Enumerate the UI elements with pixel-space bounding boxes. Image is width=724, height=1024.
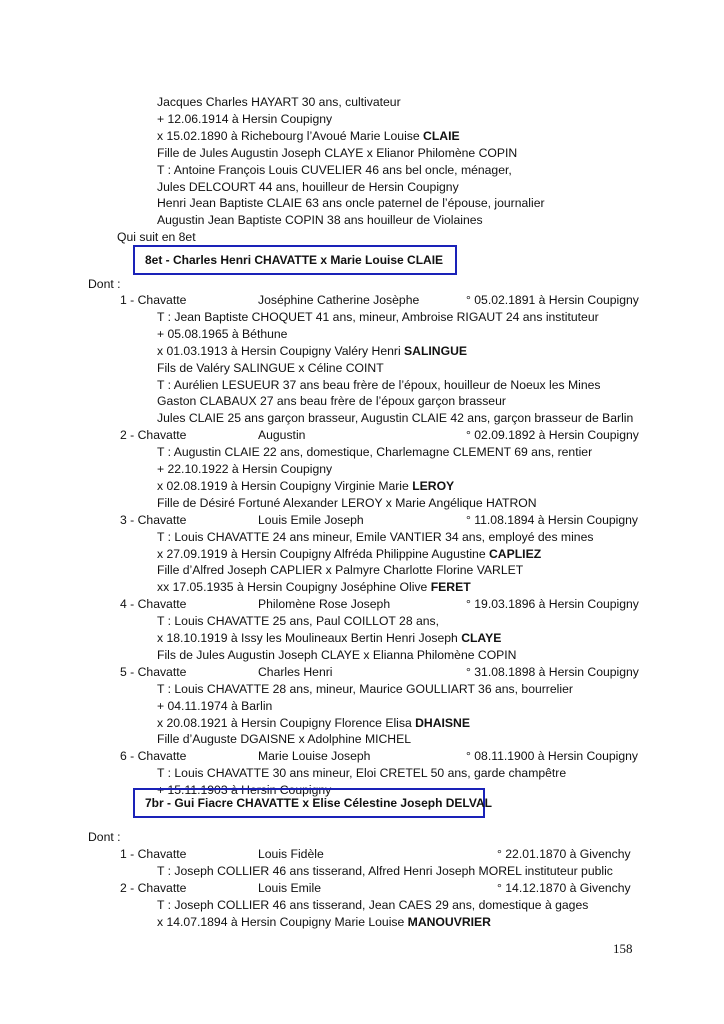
child1-detail-5-0-text: T : Louis CHAVATTE 28 ans, mineur, Maurice GOULLIART 36 ans, bourrelier [157, 681, 573, 696]
child1-label-3: 3 - Chavatte [120, 512, 187, 527]
qui-suit-text: Qui suit en 8et [117, 230, 196, 245]
child2-detail-2-0-text: T : Joseph COLLIER 46 ans tisserand, Jean CAES 29 ans, domestique à gages [157, 897, 589, 912]
intro-line-2-surname: CLAIE [423, 128, 460, 143]
child1-detail-2-1-text: + 22.10.1922 à Hersin Coupigny [157, 462, 333, 476]
intro-line-5 [157, 179, 459, 195]
dont-label-2: Dont : [88, 830, 121, 844]
child1-name-1: Joséphine Catherine Josèphe [258, 293, 420, 307]
child1-detail-2-2-surname: LEROY [412, 478, 455, 493]
child2-name-2: Louis Emile [258, 880, 321, 895]
child1-detail-1-6-text: Jules CLAIE 25 ans garçon brasseur, Augustin CLAIE 42 ans, garçon brasseur de Barlin [157, 411, 634, 426]
intro-line-4-text: T : Antoine François Louis CUVELIER 46 ans bel oncle, ménager, [157, 162, 512, 177]
child1-detail-1-0-text: T : Jean Baptiste CHOQUET 41 ans, mineur, Ambroise RIGAUT 24 ans instituteur [157, 309, 599, 324]
child1-birth-3: ° 11.08.1894 à Hersin Coupigny [466, 512, 638, 527]
child1-name-3: Louis Emile Joseph [258, 512, 364, 527]
child1-label-1: 1 - Chavatte [120, 293, 187, 307]
child1-label-4: 4 - Chavatte [120, 597, 187, 612]
child1-detail-4-0 [157, 613, 439, 629]
child1-detail-6-0-text: T : Louis CHAVATTE 30 ans mineur, Eloi CRETEL 50 ans, garde champêtre [157, 766, 567, 781]
child1-detail-5-3-text: Fille d’Auguste DGAISNE x Adolphine MICHEL [157, 732, 412, 747]
child2-detail-1-0 [157, 863, 613, 879]
child1-detail-3-2-text: Fille d’Alfred Joseph CAPLIER x Palmyre Charlotte Florine VARLET [157, 563, 524, 578]
child1-label-2: 2 - Chavatte [120, 428, 187, 443]
child1-detail-2-3 [157, 495, 537, 511]
child2-label-1: 1 - Chavatte [120, 847, 187, 861]
child1-birth-6: ° 08.11.1900 à Hersin Coupigny [466, 749, 638, 764]
child1-detail-6-0 [157, 765, 566, 781]
child1-birth-5: ° 31.08.1898 à Hersin Coupigny [466, 664, 639, 679]
child1-name-4: Philomène Rose Joseph [258, 597, 391, 612]
child1-detail-1-4 [157, 377, 601, 393]
child1-detail-3-3 [157, 579, 471, 595]
child1-detail-1-1-text: + 05.08.1965 à Béthune [157, 326, 288, 341]
intro-line-4 [157, 162, 512, 178]
child1-detail-3-1-surname: CAPLIEZ [489, 546, 542, 561]
child1-detail-4-1 [157, 630, 501, 646]
intro-line-6 [157, 195, 545, 211]
intro-line-1 [157, 111, 332, 127]
child1-detail-1-2 [157, 343, 467, 359]
child1-detail-3-1 [157, 546, 541, 562]
child1-detail-1-3 [157, 360, 384, 376]
child2-detail-2-1 [157, 914, 491, 930]
child1-detail-3-1-text: x 27.09.1919 à Hersin Coupigny Alfréda Philippine Augustine [157, 546, 489, 561]
intro-line-2 [157, 128, 460, 144]
child2-birth-1: ° 22.01.1870 à Givenchy [497, 847, 631, 861]
child1-detail-3-0-text: T : Louis CHAVATTE 24 ans mineur, Emile VANTIER 34 ans, employé des mines [157, 529, 594, 544]
child1-detail-3-0 [157, 529, 593, 545]
child1-birth-4: ° 19.03.1896 à Hersin Coupigny [466, 597, 639, 612]
child1-detail-5-1 [157, 698, 272, 714]
child1-detail-1-4-text: T : Aurélien LESUEUR 37 ans beau frère de l’époux, houilleur de Noeux les Mines [157, 377, 601, 392]
child1-detail-1-5-text: Gaston CLABAUX 27 ans beau frère de l’époux garçon brasseur [157, 394, 506, 409]
child1-detail-3-2 [157, 562, 523, 578]
child1-detail-6-1-text: + 15.11.1903 à Hersin Coupigny [157, 783, 332, 798]
child1-detail-1-6 [157, 410, 633, 426]
dont-label-1: Dont : [88, 277, 121, 291]
child1-label-6: 6 - Chavatte [120, 749, 187, 764]
child1-name-2: Augustin [258, 428, 306, 443]
child1-detail-3-3-text: xx 17.05.1935 à Hersin Coupigny Joséphine Olive [157, 580, 431, 595]
child1-detail-1-2-surname: SALINGUE [404, 343, 468, 358]
section-box-8et-title: 8et - Charles Henri CHAVATTE x Marie Louise CLAIE [145, 253, 444, 267]
child1-name-5: Charles Henri [258, 664, 333, 679]
child1-detail-5-2-surname: DHAISNE [415, 715, 470, 730]
child2-detail-2-1-surname: MANOUVRIER [407, 914, 491, 929]
child1-detail-3-3-surname: FERET [430, 580, 471, 595]
section-box-8et [133, 245, 457, 275]
intro-line-0 [157, 94, 401, 110]
intro-line-0-text: Jacques Charles HAYART 30 ans, cultivateur [157, 95, 401, 109]
child2-detail-2-1-text: x 14.07.1894 à Hersin Coupigny Marie Louise [157, 914, 408, 929]
child1-label-5: 5 - Chavatte [120, 664, 187, 679]
intro-line-7 [157, 212, 483, 228]
child1-detail-2-2 [157, 478, 454, 494]
child1-detail-5-1-text: + 04.11.1974 à Barlin [157, 698, 273, 713]
child1-detail-1-5 [157, 393, 506, 409]
child2-name-1: Louis Fidèle [258, 847, 324, 861]
child1-detail-4-1-text: x 18.10.1919 à Issy les Moulineaux Bertin Henri Joseph [157, 631, 462, 645]
child2-label-2: 2 - Chavatte [120, 880, 187, 895]
child1-detail-4-1-surname: CLAYE [461, 631, 502, 645]
child2-detail-1-0-text: T : Joseph COLLIER 46 ans tisserand, Alfred Henri Joseph MOREL instituteur public [157, 863, 613, 878]
intro-line-5-text: Jules DELCOURT 44 ans, houilleur de Hersin Coupigny [157, 179, 459, 194]
child2-birth-2: ° 14.12.1870 à Givenchy [497, 880, 631, 895]
child1-detail-2-2-text: x 02.08.1919 à Hersin Coupigny Virginie Marie [157, 478, 413, 493]
intro-line-7-text: Augustin Jean Baptiste COPIN 38 ans houilleur de Violaines [157, 213, 483, 228]
child1-birth-1: ° 05.02.1891 à Hersin Coupigny [466, 293, 639, 307]
child1-detail-1-0 [157, 309, 599, 325]
intro-line-1-text: + 12.06.1914 à Hersin Coupigny [157, 111, 333, 126]
child1-detail-2-0-text: T : Augustin CLAIE 22 ans, domestique, Charlemagne CLEMENT 69 ans, rentier [157, 445, 593, 460]
child1-detail-4-2-text: Fils de Jules Augustin Joseph CLAYE x Elianna Philomène COPIN [157, 647, 517, 662]
page-number: 158 [613, 941, 633, 956]
child1-detail-5-3 [157, 731, 411, 747]
child1-detail-2-1 [157, 461, 332, 477]
intro-line-3 [157, 145, 517, 161]
intro-line-3-text: Fille de Jules Augustin Joseph CLAYE x Elianor Philomène COPIN [157, 145, 518, 160]
child2-detail-2-0 [157, 897, 588, 913]
section-box-7br-title: 7br - Gui Fiacre CHAVATTE x Elise Célestine Joseph DELVAL [145, 796, 492, 810]
child1-detail-1-3-text: Fils de Valéry SALINGUE x Céline COINT [157, 360, 384, 375]
child1-detail-1-2-text: x 01.03.1913 à Hersin Coupigny Valéry Henri [157, 343, 405, 358]
section-box-7br [133, 788, 492, 818]
child1-detail-5-0 [157, 681, 573, 697]
intro-line-6-text: Henri Jean Baptiste CLAIE 63 ans oncle paternel de l’épouse, journalier [157, 196, 545, 211]
child1-detail-4-2 [157, 647, 517, 663]
child1-detail-2-0 [157, 444, 592, 460]
child1-birth-2: ° 02.09.1892 à Hersin Coupigny [466, 428, 639, 443]
child1-name-6: Marie Louise Joseph [258, 749, 371, 764]
child1-detail-4-0-text: T : Louis CHAVATTE 25 ans, Paul COILLOT 28 ans, [157, 614, 440, 629]
child1-detail-2-3-text: Fille de Désiré Fortuné Alexander LEROY x Marie Angélique HATRON [157, 495, 537, 510]
child1-detail-5-2-text: x 20.08.1921 à Hersin Coupigny Florence Elisa [157, 715, 416, 730]
child1-detail-1-1 [157, 326, 287, 342]
intro-line-2-text: x 15.02.1890 à Richebourg l’Avoué Marie Louise [157, 128, 424, 143]
child1-detail-5-2 [157, 715, 470, 731]
